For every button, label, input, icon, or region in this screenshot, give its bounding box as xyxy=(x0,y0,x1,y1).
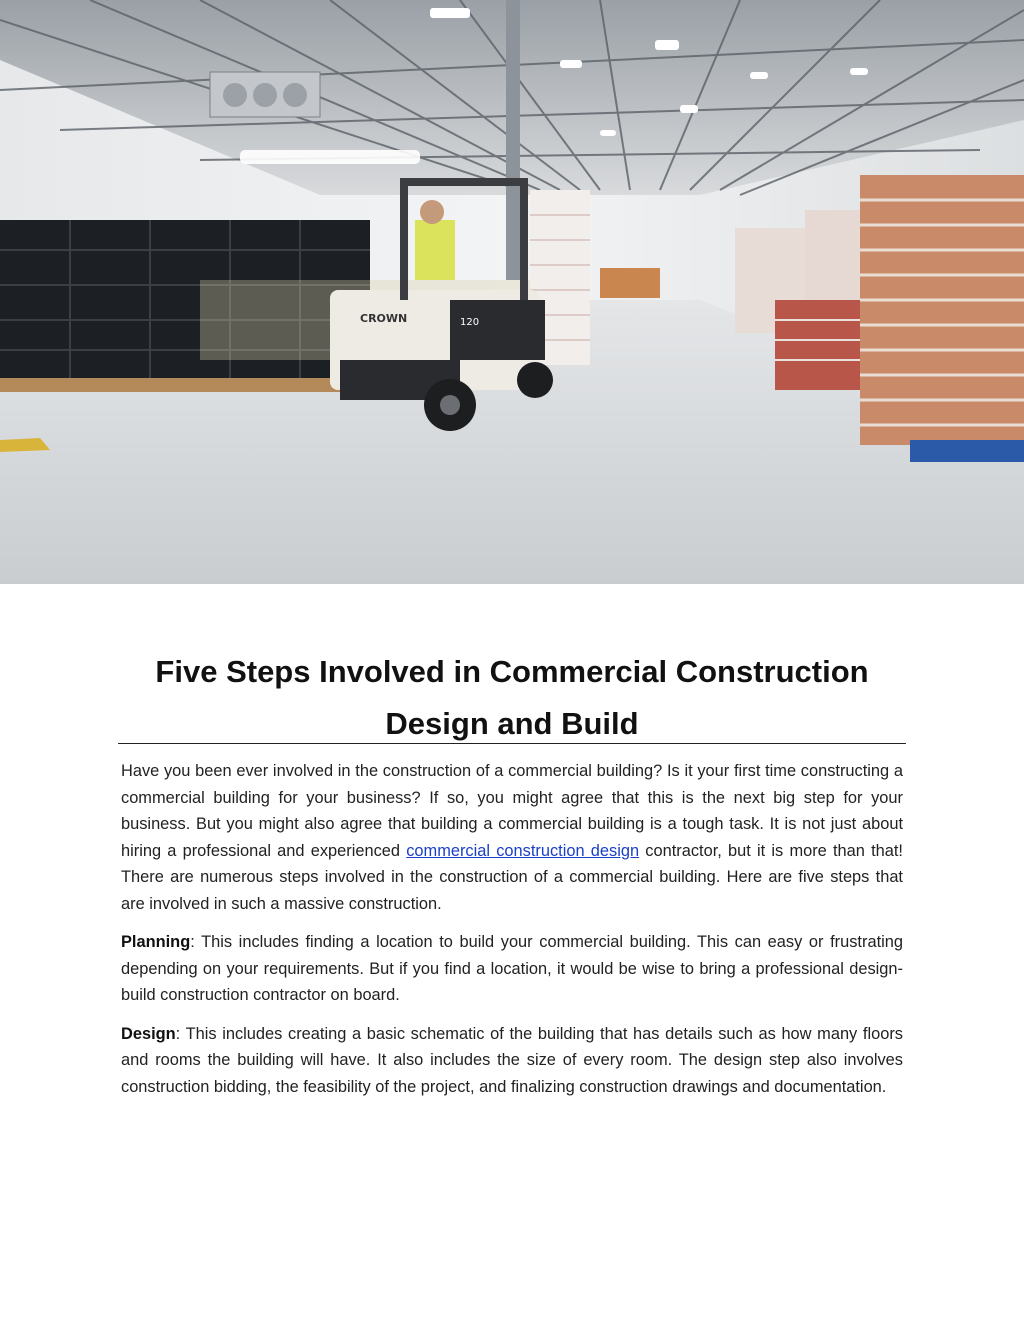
intro-text-after: contractor, but it is more than that! There are numerous steps involved in the construction of a commercial building. Here are five steps that are involved in such a massive construction. xyxy=(121,841,903,913)
title-divider xyxy=(118,743,906,744)
intro-text-before: Have you been ever involved in the construction of a commercial building? Is it your first time constructing a commercial building for your business? If so, you might agree that this is the next big step for your business. But you might also agree that building a commercial building is a tough task. It is not just about hiring a professional and experienced xyxy=(121,762,903,860)
warehouse-forklift-photo xyxy=(0,0,1024,584)
article-body xyxy=(121,758,903,1112)
hero-image xyxy=(0,0,1024,584)
commercial-construction-design-link[interactable]: commercial construction design xyxy=(406,841,640,860)
design-term: Design xyxy=(121,1024,176,1043)
forklift-brand-label: CROWN xyxy=(360,312,408,325)
title-line-1: Five Steps Involved in Commercial Construction xyxy=(155,654,869,689)
planning-term: Planning xyxy=(121,933,191,951)
planning-text: : This includes finding a location to build your commercial building. This can easy or frustrating depending on your requirements. But if you find a location, it would be wise to bring a professional design-build construction contractor on board. xyxy=(121,933,903,1004)
design-text: : This includes creating a basic schematic of the building that has details such as how many floors and rooms the building will have. It also includes the size of every room. The design step also involves construction bidding, the feasibility of the project, and finalizing construction drawings and documentation. xyxy=(121,1024,903,1096)
article-title xyxy=(118,646,906,750)
intro-paragraph xyxy=(121,758,903,917)
design-paragraph xyxy=(121,1021,903,1101)
title-line-2: Design and Build xyxy=(385,706,639,741)
planning-paragraph xyxy=(121,929,903,1009)
forklift-number-label: 120 xyxy=(460,317,480,328)
